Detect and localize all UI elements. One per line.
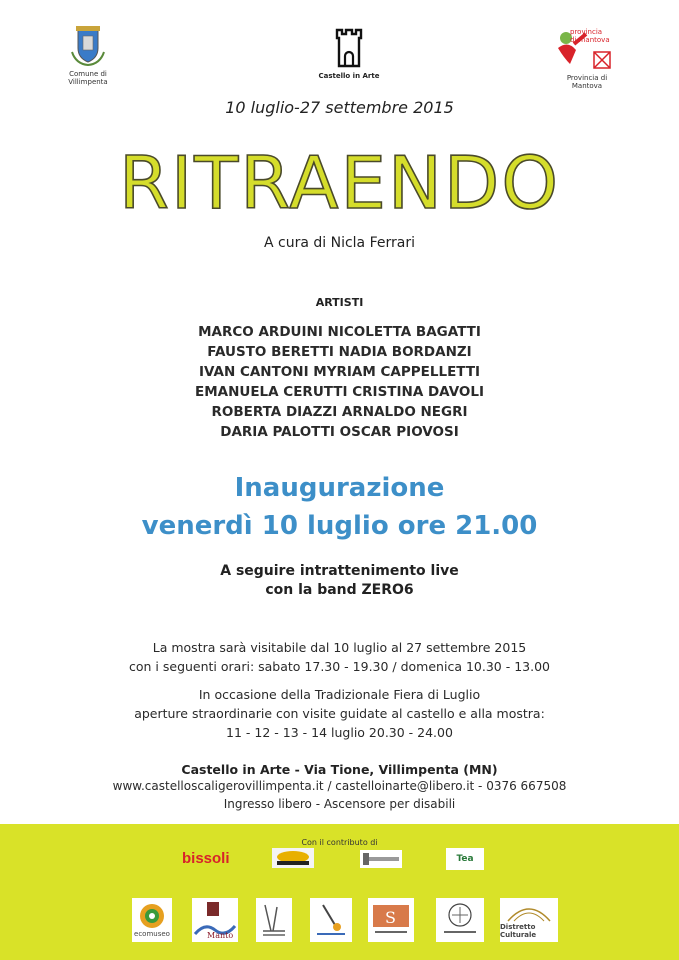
sponsor-5-icon bbox=[313, 901, 349, 939]
ecomuseo-label: ecomuseo bbox=[134, 930, 170, 938]
artists-list bbox=[0, 322, 679, 442]
comune-line2: Villimpenta bbox=[68, 78, 108, 86]
bissoli-wordmark: bissoli bbox=[182, 850, 230, 867]
sponsor-logo-4 bbox=[256, 898, 292, 942]
provincia-brand-line2: di mantova bbox=[570, 36, 610, 44]
sponsor-distretto bbox=[500, 898, 558, 942]
info-line-4: aperture straordinarie con visite guidate al castello e alla mostra: bbox=[134, 706, 545, 721]
distretto-label: Distretto Culturale bbox=[500, 923, 537, 939]
sponsor-logo-5 bbox=[310, 898, 352, 942]
inauguration-heading: Inaugurazione bbox=[234, 473, 445, 503]
info-line-5: 11 - 12 - 13 - 14 luglio 20.30 - 24.00 bbox=[226, 725, 453, 740]
venue-address: Castello in Arte - Via Tione, Villimpenta (MN) bbox=[181, 762, 498, 777]
artist-row: ROBERTA DIAZZI ARNALDO NEGRI bbox=[211, 404, 468, 420]
artist-row: DARIA PALOTTI OSCAR PIOVOSI bbox=[220, 424, 459, 440]
info-line-1: La mostra sarà visitabile dal 10 luglio al 27 settembre 2015 bbox=[152, 640, 527, 655]
sponsor-2-icon bbox=[273, 849, 313, 867]
provincia-mantova-logo bbox=[552, 30, 622, 90]
sponsor-3-icon bbox=[361, 851, 401, 867]
ecomuseo-icon bbox=[137, 902, 167, 930]
comune-villimpenta-logo bbox=[58, 24, 118, 86]
artist-row: FAUSTO BERETTI NADIA BORDANZI bbox=[207, 344, 472, 360]
po-park-icon bbox=[193, 900, 237, 940]
sponsor-tea bbox=[446, 848, 484, 870]
sponsor-logo-3 bbox=[360, 850, 402, 868]
sponsor-logo-po bbox=[192, 898, 238, 942]
contact-block bbox=[0, 762, 679, 813]
svg-text:S: S bbox=[385, 908, 396, 927]
curator: A cura di Nicla Ferrari bbox=[264, 235, 415, 251]
opening-hours bbox=[0, 638, 679, 676]
after-line-1: A seguire intrattenimento live bbox=[220, 563, 459, 579]
coat-of-arms-icon bbox=[70, 24, 106, 66]
info-line-2: con i seguenti orari: sabato 17.30 - 19.30 / domenica 10.30 - 13.00 bbox=[129, 659, 550, 674]
sponsor-ecomuseo bbox=[132, 898, 172, 942]
entry-info: Ingresso libero - Ascensore per disabili bbox=[223, 797, 456, 811]
sponsor-bissoli bbox=[182, 848, 234, 868]
svg-text:Manto: Manto bbox=[207, 931, 234, 940]
sponsor-logo-6 bbox=[368, 898, 414, 942]
website-email-phone[interactable]: www.castelloscaligerovillimpenta.it / castelloinarte@libero.it - 0376 667508 bbox=[112, 779, 567, 793]
artist-row: MARCO ARDUINI NICOLETTA BAGATTI bbox=[198, 324, 481, 340]
artist-row: EMANUELA CERUTTI CRISTINA DAVOLI bbox=[194, 384, 485, 400]
special-openings bbox=[0, 685, 679, 742]
castello-logo-label: Castello in Arte bbox=[318, 72, 380, 80]
comune-line1: Comune di bbox=[69, 70, 107, 78]
provincia-brand-line1: provincia bbox=[570, 28, 603, 36]
exhibition-title: RITRAENDO bbox=[118, 141, 561, 225]
distretto-icon bbox=[504, 901, 554, 923]
provincia-line2: Mantova bbox=[571, 82, 603, 90]
castello-in-arte-logo bbox=[318, 28, 380, 80]
artist-row: IVAN CANTONI MYRIAM CAPPELLETTI bbox=[198, 364, 481, 380]
sponsor-7-icon bbox=[440, 901, 480, 939]
live-entertainment bbox=[0, 562, 679, 600]
tea-wordmark: Tea bbox=[456, 854, 474, 864]
contribution-label: Con il contributo di bbox=[301, 838, 378, 847]
sponsor-logo-7 bbox=[436, 898, 484, 942]
after-line-2: con la band ZERO6 bbox=[265, 582, 414, 598]
castle-tower-icon bbox=[332, 28, 366, 68]
event-dates: 10 luglio-27 settembre 2015 bbox=[225, 98, 454, 117]
inauguration-datetime: venerdì 10 luglio ore 21.00 bbox=[141, 511, 538, 541]
info-line-3: In occasione della Tradizionale Fiera di Luglio bbox=[198, 687, 481, 702]
sponsor-logo-2 bbox=[272, 848, 314, 868]
sponsor-6-icon bbox=[371, 901, 411, 939]
provincia-line1: Provincia di bbox=[566, 74, 608, 82]
artists-heading: ARTISTI bbox=[315, 296, 364, 309]
sponsor-4-icon bbox=[259, 901, 289, 939]
